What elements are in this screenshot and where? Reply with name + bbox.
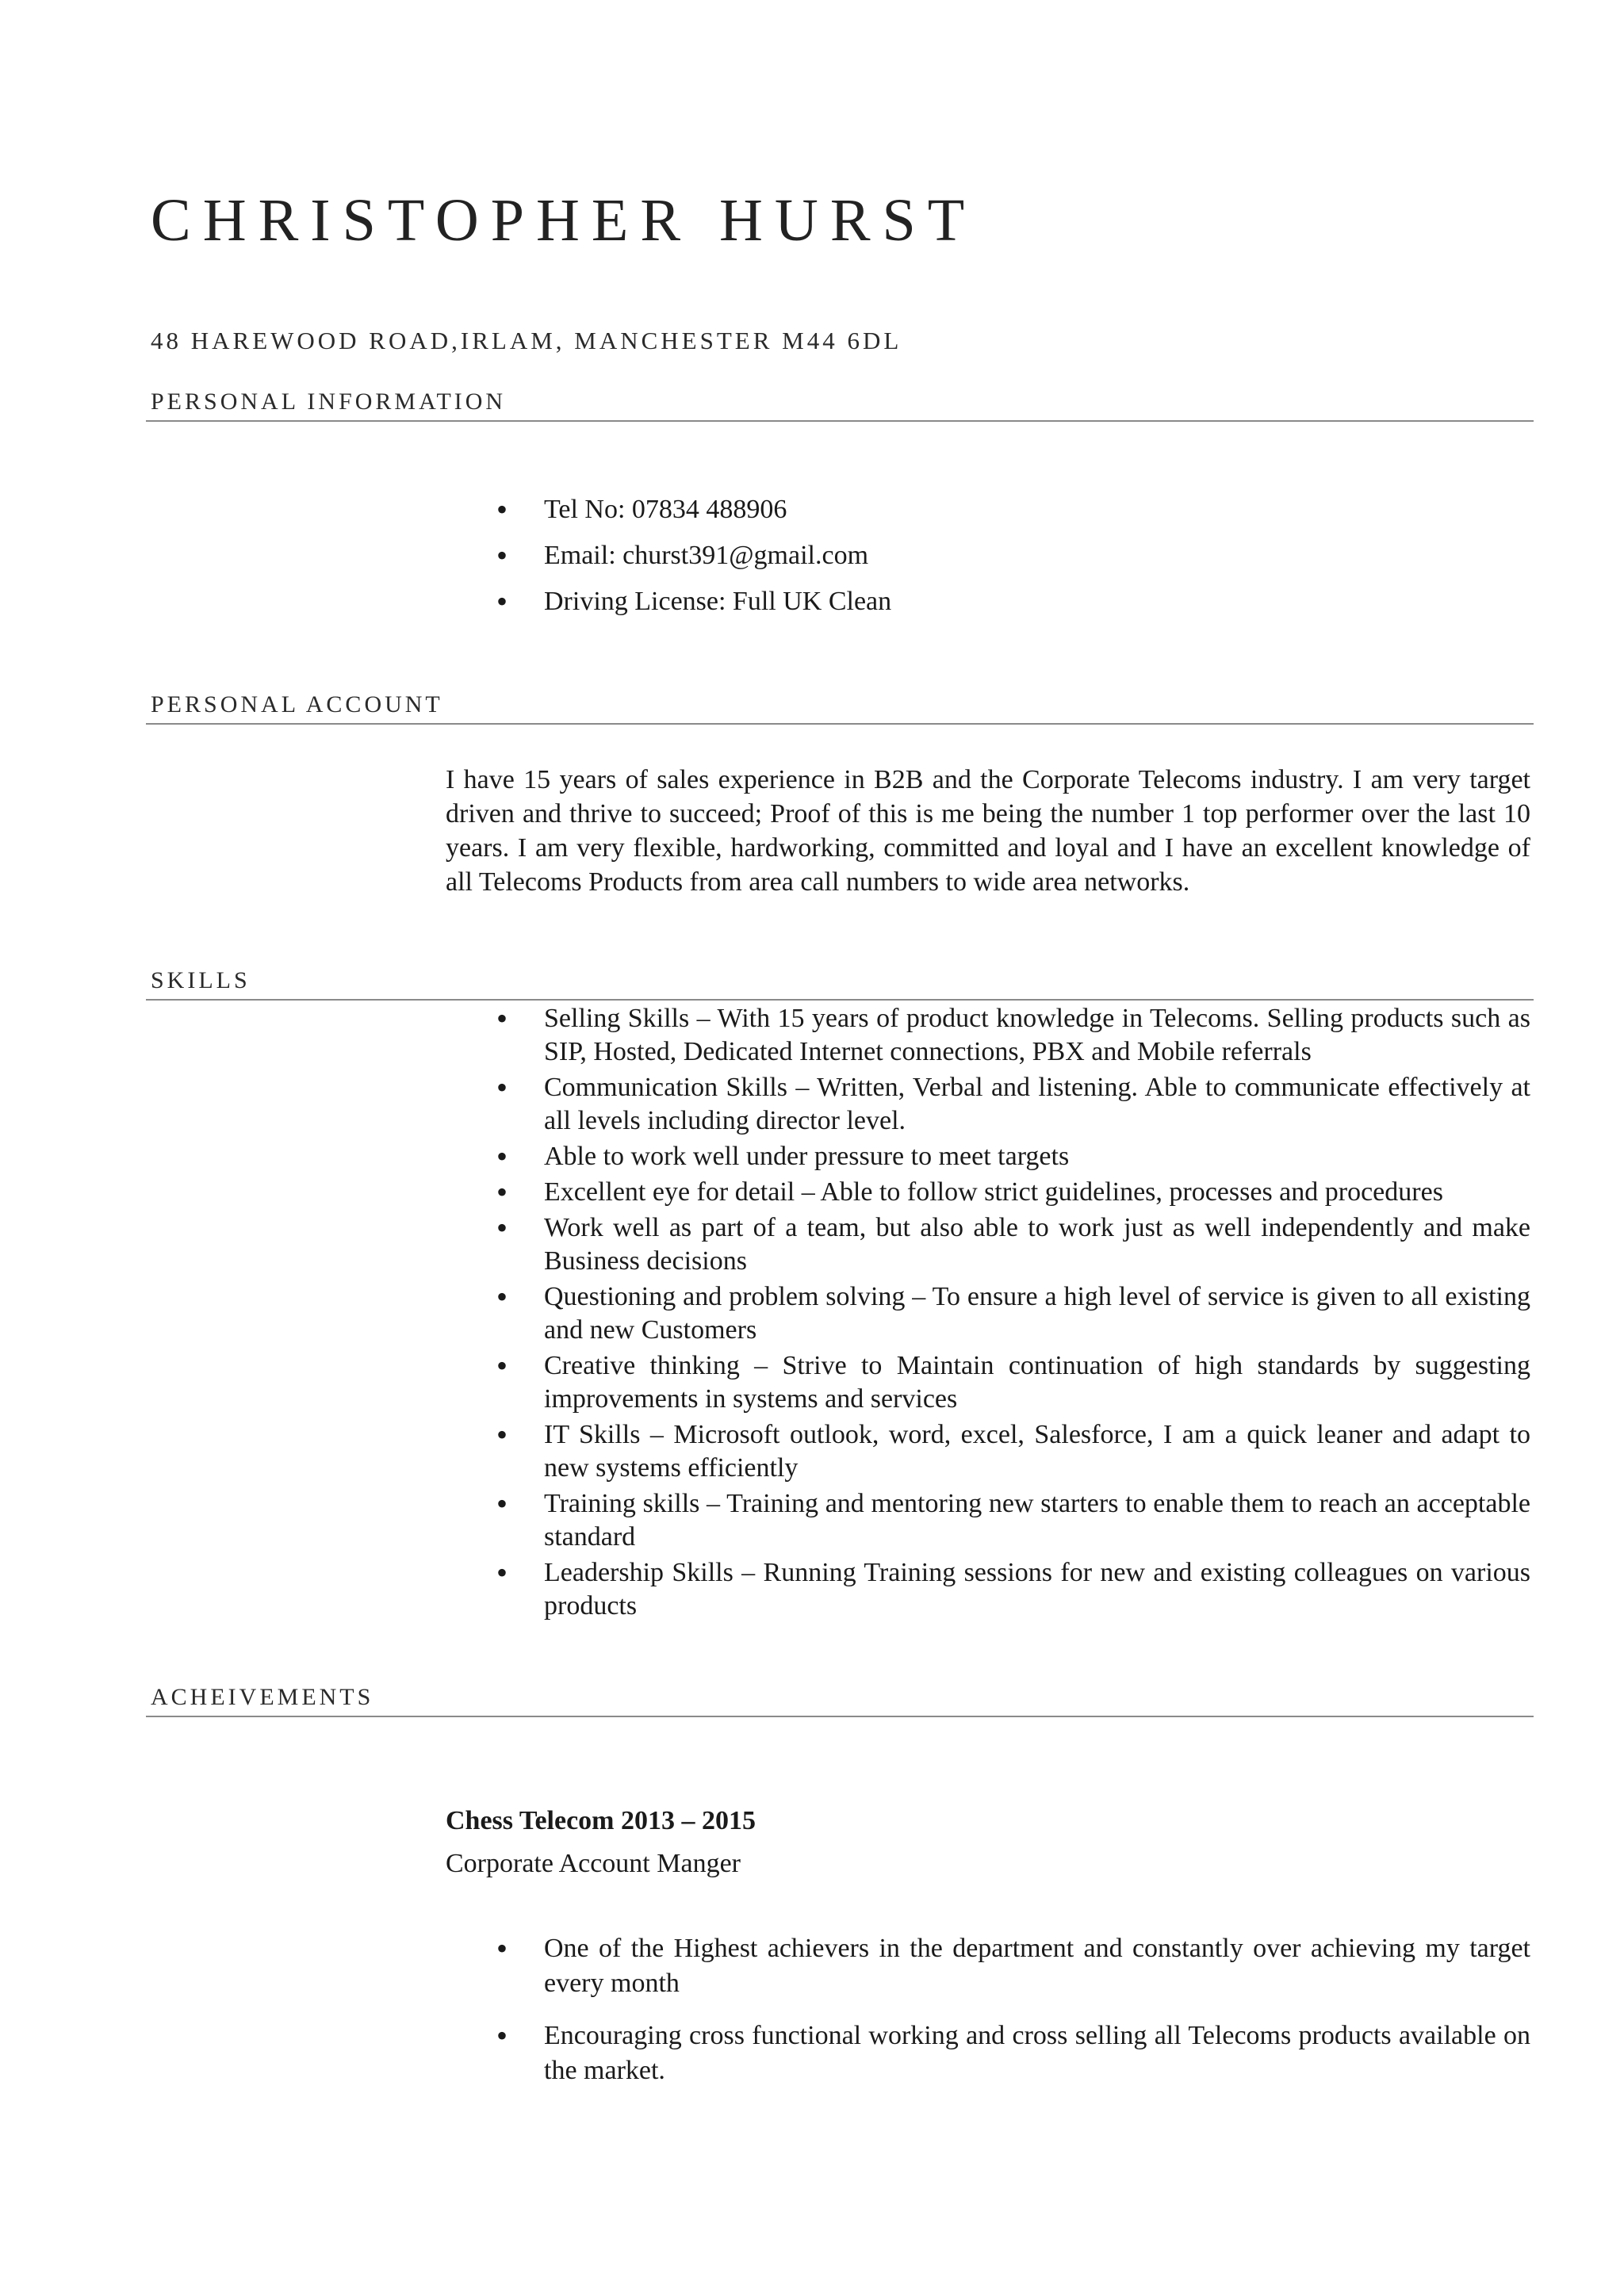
list-item: • Driving License: Full UK Clean [446, 579, 1530, 625]
skills-list [446, 1002, 1530, 1625]
list-item: • Work well as part of a team, but also able to work just as well independently and make Business decisions [446, 1211, 1530, 1278]
list-item: • IT Skills – Microsoft outlook, word, excel, Salesforce, I am a quick leaner and adapt to new systems efficiently [446, 1418, 1530, 1485]
section-heading-skills [146, 967, 1534, 1001]
list-item: • Able to work well under pressure to meet targets [446, 1140, 1530, 1173]
section-heading-personal-information [146, 388, 1534, 422]
section-heading-label: PERSONAL INFORMATION [151, 388, 507, 415]
section-heading-personal-account [146, 691, 1534, 725]
personal-account-paragraph: I have 15 years of sales experience in B2B and the Corporate Telecoms industry. I am very target driven and thrive to succeed; Proof of this is me being the number 1 top performer over the last 10 years. I am very flexible, hardworking, committed and loyal and I have an excellent knowledge of all Telecoms Products from area call numbers to wide area networks. [446, 765, 1530, 897]
job-title: Chess Telecom 2013 – 2015 [446, 1806, 756, 1835]
section-heading-label: PERSONAL ACCOUNT [151, 691, 443, 718]
list-item: • Selling Skills – With 15 years of product knowledge in Telecoms. Selling products such as SIP, Hosted, Dedicated Internet connections, PBX and Mobile referrals [446, 1002, 1530, 1069]
list-item: • Leadership Skills – Running Training sessions for new and existing colleagues on various products [446, 1556, 1530, 1623]
personal-information-list [446, 487, 1530, 625]
candidate-address: 48 HAREWOOD ROAD,IRLAM, MANCHESTER M44 6DL [151, 327, 902, 354]
list-item: • Excellent eye for detail – Able to follow strict guidelines, processes and procedures [446, 1176, 1530, 1209]
section-heading-label: SKILLS [151, 967, 251, 993]
job-role: Corporate Account Manger [446, 1849, 741, 1878]
achievements-list [446, 1931, 1530, 2106]
list-item: • Questioning and problem solving – To ensure a high level of service is given to all existing and new Customers [446, 1280, 1530, 1347]
list-item: • Encouraging cross functional working and cross selling all Telecoms products available on the market. [446, 2019, 1530, 2088]
section-heading-label: ACHEIVEMENTS [151, 1684, 374, 1710]
list-item: • Creative thinking – Strive to Maintain continuation of high standards by suggesting improvements in systems and services [446, 1349, 1530, 1416]
list-item: • Email: churst391@gmail.com [446, 533, 1530, 579]
list-item: • Training skills – Training and mentoring new starters to enable them to reach an acceptable standard [446, 1487, 1530, 1554]
candidate-name: CHRISTOPHER HURST [151, 187, 977, 254]
list-item: • One of the Highest achievers in the department and constantly over achieving my target every month [446, 1931, 1530, 2001]
section-heading-achievements [146, 1684, 1534, 1717]
list-item: • Tel No: 07834 488906 [446, 487, 1530, 533]
list-item: • Communication Skills – Written, Verbal and listening. Able to communicate effectively at all levels including director level. [446, 1071, 1530, 1138]
